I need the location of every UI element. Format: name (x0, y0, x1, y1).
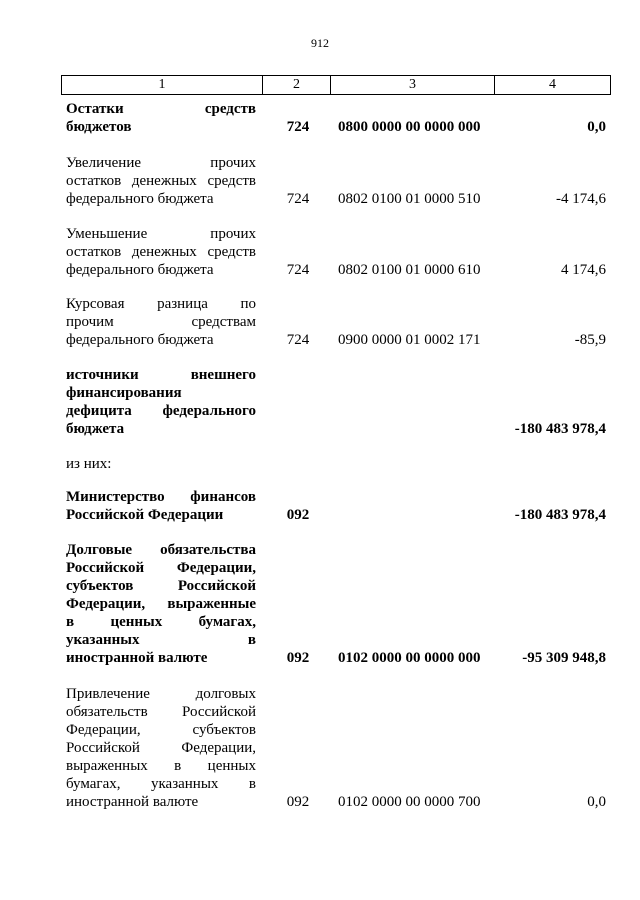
row-description (66, 225, 256, 279)
row-description-line: Уменьшение прочих (66, 226, 256, 242)
row-amount: -180 483 978,4 (514, 507, 606, 523)
row-description (66, 366, 256, 438)
row-description (66, 154, 256, 208)
row-amount: 4 174,6 (561, 262, 606, 278)
row-description-line: выраженных в ценных (66, 758, 256, 774)
table-row (0, 488, 640, 524)
row-code: 724 (286, 332, 310, 348)
row-description-line: бюджета (66, 421, 125, 437)
page-number: 912 (311, 36, 329, 50)
row-description (66, 541, 256, 667)
row-description-line: Министерство финансов (66, 489, 256, 505)
row-description-line: в ценных бумагах, (66, 614, 256, 630)
row-description-line: субъектов Российской (66, 578, 256, 594)
table-row (0, 154, 640, 208)
row-description-line: Курсовая разница по (66, 296, 256, 312)
row-description (66, 295, 256, 349)
row-description-line: Российской Федерации, (66, 560, 256, 576)
row-budget-classification: 0802 0100 01 0000 510 (338, 191, 481, 207)
row-code: 724 (286, 191, 310, 207)
row-code: 724 (286, 262, 310, 278)
row-description (66, 685, 256, 811)
row-description-line: бумагах, указанных в (66, 776, 256, 792)
row-budget-classification: 0802 0100 01 0000 610 (338, 262, 481, 278)
table-row (0, 366, 640, 438)
row-amount: 0,0 (587, 119, 606, 135)
table-row (0, 295, 640, 349)
row-description-line: федерального бюджета (66, 262, 214, 278)
row-description-line: Увеличение прочих (66, 155, 256, 171)
row-description-line: Федерации, выраженные (66, 596, 256, 612)
row-description-line: источники внешнего (66, 367, 256, 383)
column-header-2: 2 (263, 76, 331, 95)
row-amount: -85,9 (574, 332, 606, 348)
table-row (0, 100, 640, 136)
table-row (0, 455, 640, 473)
row-description-line: Привлечение долговых (66, 686, 256, 702)
row-code: 724 (286, 119, 310, 135)
row-description-line: Остатки средств (66, 101, 256, 117)
column-header-row (62, 76, 611, 95)
row-code: 092 (286, 794, 310, 810)
row-description-line: Долговые обязательства (66, 542, 256, 558)
column-header-1: 1 (62, 76, 263, 95)
row-description (66, 488, 256, 524)
row-description-line: остатков денежных средств (66, 173, 256, 189)
column-header-table (61, 75, 611, 95)
row-amount: -4 174,6 (556, 191, 606, 207)
row-description-line: остатков денежных средств (66, 244, 256, 260)
column-header-4: 4 (495, 76, 611, 95)
table-row (0, 685, 640, 811)
row-amount: -180 483 978,4 (514, 421, 606, 437)
row-description-line: прочим средствам (66, 314, 256, 330)
row-description (66, 455, 256, 473)
row-description-line: дефицита федерального (66, 403, 256, 419)
row-description (66, 100, 256, 136)
row-description-line: Федерации, субъектов (66, 722, 256, 738)
row-description-line: указанных в (66, 632, 256, 648)
row-description-line: обязательств Российской (66, 704, 256, 720)
row-code: 092 (286, 507, 310, 523)
row-description-line: федерального бюджета (66, 191, 214, 207)
row-budget-classification: 0800 0000 00 0000 000 (338, 119, 481, 135)
row-description-line: из них: (66, 456, 112, 472)
row-description-line: иностранной валюте (66, 650, 208, 666)
row-budget-classification: 0102 0000 00 0000 000 (338, 650, 481, 666)
table-row (0, 541, 640, 667)
row-budget-classification: 0102 0000 00 0000 700 (338, 794, 481, 810)
table-row (0, 225, 640, 279)
row-amount: 0,0 (587, 794, 606, 810)
column-header-3: 3 (331, 76, 495, 95)
row-description-line: иностранной валюте (66, 794, 199, 810)
row-description-line: Российской Федерации, (66, 740, 256, 756)
row-description-line: бюджетов (66, 119, 132, 135)
row-description-line: финансирования (66, 385, 182, 401)
row-budget-classification: 0900 0000 01 0002 171 (338, 332, 481, 348)
row-description-line: Российской Федерации (66, 507, 224, 523)
row-amount: -95 309 948,8 (522, 650, 606, 666)
row-description-line: федерального бюджета (66, 332, 214, 348)
row-code: 092 (286, 650, 310, 666)
